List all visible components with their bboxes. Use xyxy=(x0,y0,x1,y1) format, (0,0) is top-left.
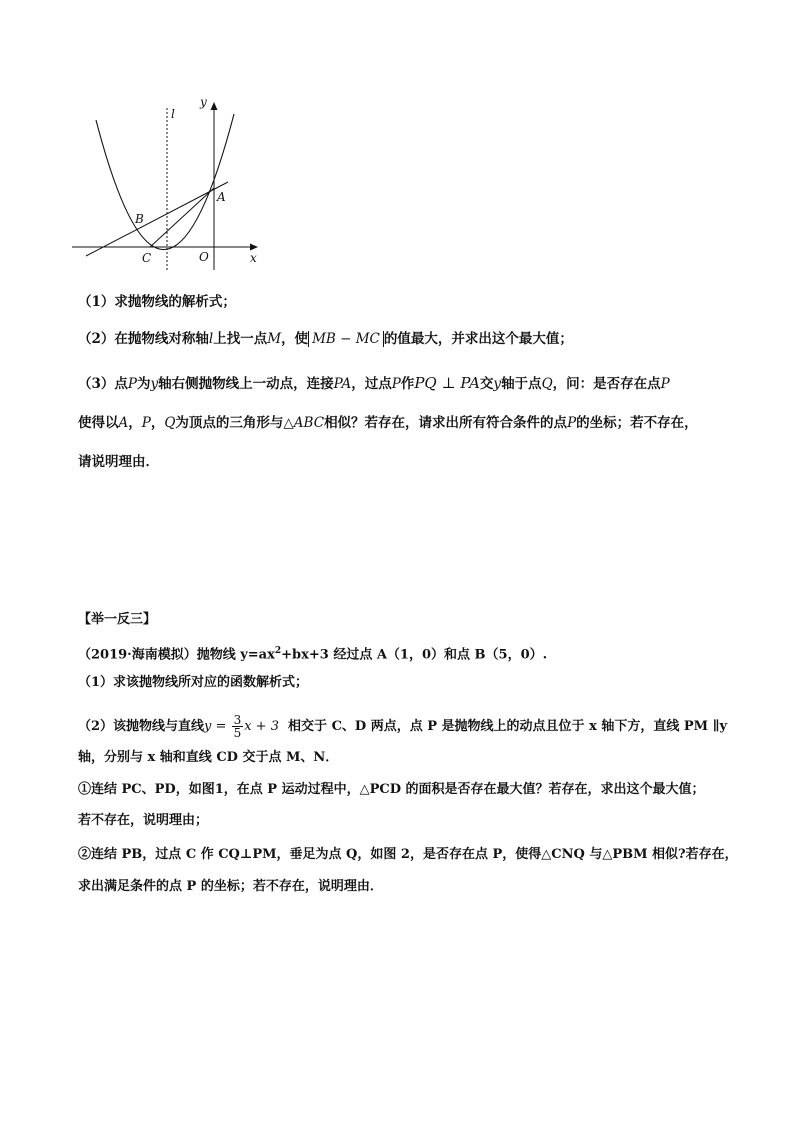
line-through-A xyxy=(86,182,228,256)
s1-line1: ①连结 PC、PD，如图1，在点 P 运动过程中，△PCD 的面积是否存在最大值？若存在，求出这个最大值； xyxy=(78,782,705,797)
q3-part-f: 交 xyxy=(479,376,494,392)
label-l: l xyxy=(171,107,175,121)
section-title xyxy=(78,610,754,630)
q3-var-Q2: Q xyxy=(164,415,176,431)
subpart-2-line-2 xyxy=(78,877,754,897)
q3-var-Q: Q xyxy=(541,376,553,392)
label-x: x xyxy=(250,251,257,265)
q3-line2-a: 使得以 xyxy=(78,415,119,431)
p2-equals: = xyxy=(211,719,231,734)
q3-perp-expression: PQ ⊥ PA xyxy=(414,374,480,392)
q2-var-l: l xyxy=(208,331,214,347)
q3-var-A: A xyxy=(118,415,129,431)
p2-fraction xyxy=(232,714,244,739)
y-axis-arrow xyxy=(211,102,218,110)
p2-fraction-numerator: 3 xyxy=(233,713,242,727)
q3-line2-b: ， xyxy=(128,415,142,431)
label-y: y xyxy=(200,95,207,109)
q1-text: （1）求抛物线的解析式； xyxy=(78,294,236,310)
q3-var-P5: P xyxy=(567,415,577,431)
label-B: B xyxy=(135,212,144,226)
x-axis-arrow xyxy=(250,244,258,251)
question-2 xyxy=(78,329,754,349)
p2-fraction-denominator: 5 xyxy=(233,726,242,740)
intro-part-a: （2019·海南模拟）抛物线 y=ax xyxy=(78,647,275,663)
section-part-1 xyxy=(78,673,754,693)
s1-line2: 若不存在，说明理由； xyxy=(78,813,209,828)
section-part-2-line-1 xyxy=(78,712,754,742)
label-C: C xyxy=(142,251,152,265)
s2-line2: 求出满足条件的点 P 的坐标；若不存在，说明理由． xyxy=(78,879,383,894)
subpart-2-line-1 xyxy=(78,845,754,865)
p2-var-y: y xyxy=(204,719,212,734)
subpart-1-line-2 xyxy=(78,811,754,831)
label-O: O xyxy=(199,250,209,264)
section-title-text: 【举一反三】 xyxy=(78,612,157,627)
q3-line2-e: 相似？若存在，请求出所有符合条件的点 xyxy=(324,415,568,431)
q3-var-P4: P xyxy=(141,415,151,431)
q3-part-c: 轴右侧抛物线上一动点，连接 xyxy=(158,376,334,392)
p2-part-b: 相交于 C、D 两点，点 P 是抛物线上的动点且位于 x 轴下方，直线 PM ∥y xyxy=(288,719,728,734)
p2-line2: 轴，分别与 x 轴和直线 CD 交于点 M、N． xyxy=(78,750,339,765)
intro-part-b: +bx+3 经过点 A（1，0）和点 B（5，0）. xyxy=(281,647,548,663)
q3-var-y2: y xyxy=(493,376,502,392)
question-3-line-1 xyxy=(78,373,754,394)
q3-part-a: （3）点 xyxy=(78,376,128,392)
q3-line2-f: 的坐标；若不存在， xyxy=(576,415,698,431)
q2-part-d: 的值最大，并求出这个最大值； xyxy=(383,331,573,347)
q3-var-P2: P xyxy=(391,376,401,392)
q2-abs-expression: MB − MC xyxy=(308,331,384,347)
q3-var-P3: P xyxy=(660,376,670,392)
parabola-curve xyxy=(96,114,234,250)
q3-var-PA: PA xyxy=(333,376,352,392)
q3-part-d: ，过点 xyxy=(351,376,392,392)
q2-part-c: ，使 xyxy=(281,331,309,347)
s2-line1: ②连结 PB，过点 C 作 CQ⊥PM，垂足为点 Q，如图 2，是否存在点 P，使得△CNQ 与△PBM 相似?若存在， xyxy=(78,847,738,862)
q3-line2-d: 为顶点的三角形与 xyxy=(175,415,284,431)
question-3-line-3 xyxy=(78,452,754,472)
p2-equation-tail: x + 3 xyxy=(244,719,279,734)
section-p1-text: （1）求该抛物线所对应的函数解析式； xyxy=(78,675,309,690)
parabola-diagram xyxy=(66,92,266,272)
q3-part-b: 为 xyxy=(137,376,151,392)
q3-part-g: 轴于点 xyxy=(501,376,542,392)
label-A: A xyxy=(217,190,226,204)
intro-superscript: 2 xyxy=(274,646,282,656)
parabola-figure xyxy=(66,92,266,272)
q3-part-h: ，问：是否存在点 xyxy=(552,376,661,392)
p2-part-a: （2）该抛物线与直线 xyxy=(78,719,205,734)
question-1 xyxy=(78,292,754,312)
section-part-2-line-2 xyxy=(78,748,754,768)
q3-var-y: y xyxy=(150,376,159,392)
q3-var-P: P xyxy=(127,376,137,392)
q3-line2-c: ， xyxy=(150,415,165,431)
q3-part-e: 作 xyxy=(400,376,415,392)
subpart-1-line-1 xyxy=(78,780,754,800)
q2-part-b: 上找一点 xyxy=(213,331,268,347)
q3-triangle-ABC: △ABC xyxy=(283,415,325,431)
q2-part-a: （2）在抛物线对称轴 xyxy=(78,331,209,347)
section-intro xyxy=(78,641,754,665)
q2-var-M: M xyxy=(267,331,282,347)
q3-line3: 请说明理由． xyxy=(78,454,159,470)
question-3-line-2 xyxy=(78,413,754,433)
